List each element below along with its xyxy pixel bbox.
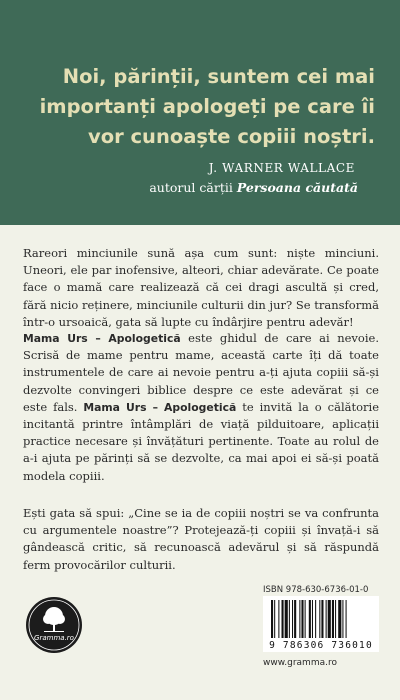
book-title-highlight-1: Mama Urs – Apologetică	[23, 332, 181, 345]
tree-icon	[26, 597, 82, 653]
pull-quote	[30, 62, 375, 152]
quote-line-1: Noi, părinții, suntem cei mai	[62, 65, 375, 88]
quote-byline	[149, 180, 358, 195]
barcode-digits: 9 786306 736010	[269, 640, 373, 651]
quote-line-3: vor cunoaște copiii noștri.	[87, 125, 375, 148]
barcode-bars	[263, 596, 379, 640]
logo-label: Gramma.ro	[34, 634, 74, 642]
blurb-paragraph-2	[23, 330, 379, 485]
book-title-highlight-2: Mama Urs – Apologetică	[83, 400, 237, 414]
paragraph-2-text-a: este ghidul de care ai nevoie. Scrisă de mame pentru mame, această carte îți dă toate instrumentele de care ai nevoie pentru a-ți ajuta copiii să-și dezvolte convingeri biblice despre ce este adevărat și ce este fals.	[23, 331, 379, 414]
publisher-logo	[26, 597, 82, 653]
blurb-paragraph-1: Rareori minciunile sună așa cum sunt: niște minciuni. Uneori, ele par inofensive, alteori, chiar adevărate. Ce poate face o mamă care realizează că cei dragi ascultă și cred, fără nicio reținere, minciunile culturii din jur? Se transformă într-o ursoaică, gata să lupte cu îndârjire pentru adevăr!	[23, 246, 379, 329]
publisher-website: www.gramma.ro	[263, 658, 337, 668]
quote-banner	[0, 0, 400, 225]
paragraph-2-text-b: te invită la o călătorie incitantă printre întâmplări de viață pilduitoare, aplicații practice necesare și învățături pertinente. Toate au rolul de a-i ajuta pe părinți să se dezvolte, ca mai apoi ei să-și poată modela copiii.	[23, 399, 379, 483]
isbn-text: ISBN 978-630-6736-01-0	[263, 585, 369, 595]
quote-line-2: importanți apologeți pe care îi	[39, 95, 375, 118]
byline-prefix: autorul cărții	[149, 180, 237, 195]
quote-author: J. WARNER WALLACE	[208, 161, 355, 175]
byline-book-title: Persoana căutată	[236, 180, 358, 195]
barcode	[263, 596, 379, 652]
blurb-paragraph-3: Ești gata să spui: „Cine se ia de copiii noștri se va confrunta cu argumentele noastre”? Protejează-ți copiii și învață-i să gândească critic, să recunoască adevărul și să răspundă ferm provocărilor culturii.	[23, 506, 379, 572]
